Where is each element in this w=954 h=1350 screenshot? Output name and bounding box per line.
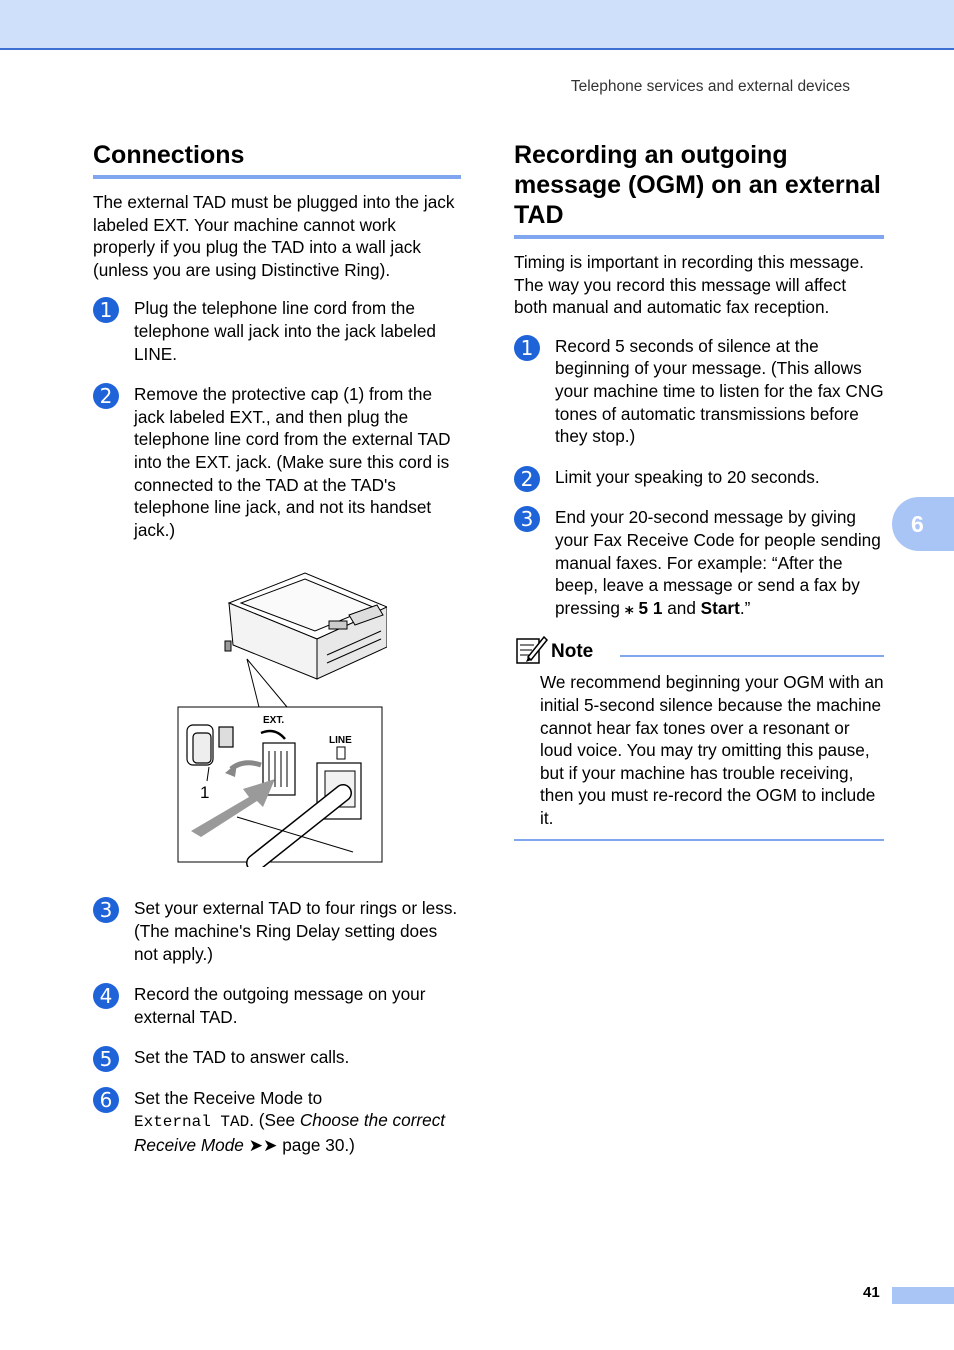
note-text: We recommend beginning your OGM with an initial 5-second silence because the machine cannot hear fax tones over a resonant or loud voice. You may try omitting this pause, but if your machine has trouble receiving, then you must re-record the OGM to include it. xyxy=(514,671,884,841)
double-arrow-icon: ➤➤ xyxy=(248,1135,278,1156)
note-header xyxy=(514,635,884,665)
line-label: LINE xyxy=(329,735,352,746)
step-number-badge: 5 xyxy=(93,1046,119,1072)
step-and: and xyxy=(667,597,696,618)
connections-step-2 xyxy=(93,383,461,541)
chapter-tab: 6 xyxy=(892,497,954,551)
ext-label: EXT. xyxy=(263,715,285,726)
cross-reference-title: Choose the correct Receive Mode xyxy=(134,1110,446,1156)
top-band xyxy=(0,0,954,50)
step-text-mid: . (See xyxy=(249,1110,300,1131)
step-text: Set your external TAD to four rings or less. (The machine's Ring Delay setting does not apply.) xyxy=(134,898,458,964)
step-text: Record 5 seconds of silence at the beginning of your message. (This allows your machine time to listen for the fax CNG tones of automatic transmissions before they stop.) xyxy=(555,335,884,447)
step-text-after: page 30.) xyxy=(277,1135,355,1156)
connections-step-6 xyxy=(93,1087,461,1157)
connections-intro: The external TAD must be plugged into the jack labeled EXT. Your machine cannot work properly if you plug the TAD into a wall jack (unless you are using Distinctive Ring). xyxy=(93,192,455,280)
page-tab xyxy=(892,1287,954,1304)
ogm-step-3 xyxy=(514,506,884,619)
ogm-step-2 xyxy=(514,466,884,489)
step-number-badge: 2 xyxy=(93,383,119,409)
ogm-step-1 xyxy=(514,335,884,448)
step-number-badge: 3 xyxy=(93,897,119,923)
connections-step-3 xyxy=(93,897,461,965)
connections-step-5 xyxy=(93,1046,461,1072)
page-number: 41 xyxy=(863,1284,880,1301)
connection-figure xyxy=(177,567,387,867)
step-text: Plug the telephone line cord from the telephone wall jack into the jack labeled LINE. xyxy=(134,298,436,364)
fax-receive-code: ⁎ 5 1 xyxy=(624,597,663,618)
note-rule xyxy=(620,655,884,657)
callout-label: 1 xyxy=(200,783,210,802)
step-number-badge: 6 xyxy=(93,1087,119,1113)
step-number-badge: 2 xyxy=(514,466,540,492)
machine-illustration xyxy=(177,567,387,867)
connections-step-1 xyxy=(93,297,461,365)
step-text-before: Set the Receive Mode to xyxy=(134,1087,323,1108)
start-key: Start xyxy=(700,597,740,618)
ogm-section xyxy=(514,140,884,841)
step-number-badge: 1 xyxy=(93,297,119,323)
step-text: Remove the protective cap (1) from the jack labeled EXT., and then plug the telephone line cord from the external TAD into the EXT. jack. (Make sure this cord is connected to the TAD at the TAD's telephone line jack, and not its handset jack.) xyxy=(134,384,451,540)
note-label: Note xyxy=(551,641,594,663)
step-text: Record the outgoing message on your external TAD. xyxy=(134,984,426,1027)
step-number-badge: 4 xyxy=(93,983,119,1009)
note-pencil-icon xyxy=(516,635,548,665)
step-end: .” xyxy=(739,597,751,618)
step-text: Limit your speaking to 20 seconds. xyxy=(555,466,820,487)
step-text: End your 20-second message by giving your Fax Receive Code for people sending manual faxes. For example: “After the beep, leave a message or send a fax by pressing xyxy=(555,507,881,618)
connections-heading: Connections xyxy=(93,140,461,179)
step-text: Set the TAD to answer calls. xyxy=(134,1047,350,1068)
ogm-intro: Timing is important in recording this message. The way you record this message will affect both manual and automatic fax reception. xyxy=(514,252,864,318)
running-title: Telephone services and external devices xyxy=(570,78,850,95)
step-number-badge: 3 xyxy=(514,506,540,532)
step-number-badge: 1 xyxy=(514,335,540,361)
receive-mode-value: External TAD xyxy=(134,1113,250,1132)
ogm-heading: Recording an outgoing message (OGM) on an external TAD xyxy=(514,140,884,239)
connections-step-4 xyxy=(93,983,461,1028)
